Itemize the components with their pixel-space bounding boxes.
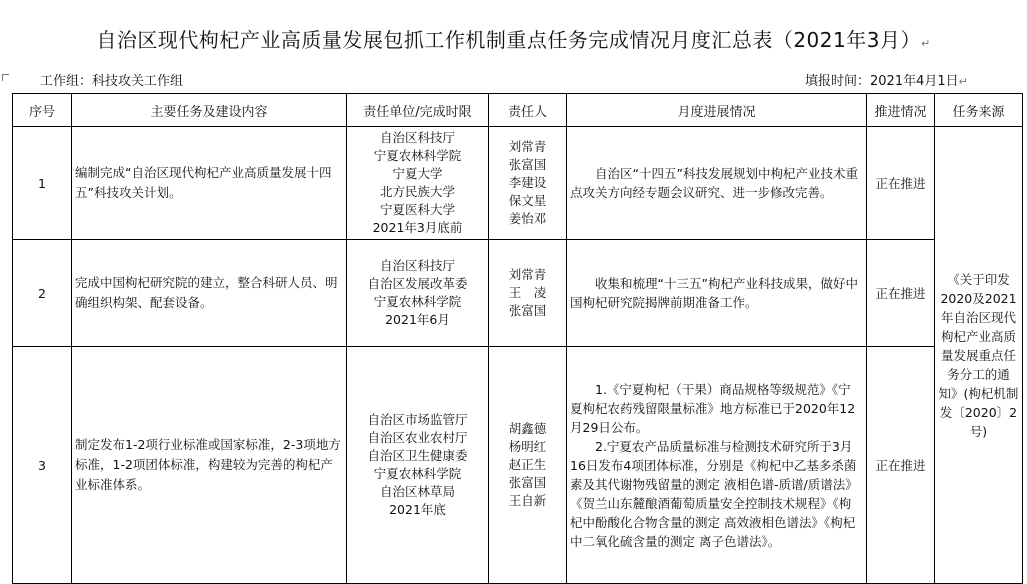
responsible-unit: 自治区科技厅 自治区发展改革委 宁夏农林科学院 2021年6月 — [347, 240, 489, 347]
table-row — [13, 127, 1023, 240]
task-source: 《关于印发2020及2021年自治区现代枸杞产业高质量发展重点任务分工的通知》(枸杞机制发〔2020〕2号) — [935, 127, 1023, 584]
header-task: 主要任务及建设内容 — [72, 94, 347, 127]
header-no: 序号 — [13, 94, 72, 127]
responsible-person: 刘常青 王 凌 张富国 — [489, 240, 567, 347]
monthly-progress: 1.《宁夏枸杞（干果）商品规格等级规范》《宁夏枸杞农药残留限量标准》地方标准已于2020年12月29日公布。 2.宁夏农产品质量标准与检测技术研究所于3月16日发布4项团体标准，分别是《枸杞中乙基多杀菌素及其代谢物残留量的测定 液相色谱-质谱/质谱法》《贺兰山东麓酿酒葡萄质量安全控制技术规程》《枸杞中酚酸化合物含量的测定 高效液相色谱法》《枸杞中二氧化硫含量的测定 离子色谱法》。 — [567, 347, 867, 584]
row-number: 3 — [13, 347, 72, 584]
margin-corner-mark — [2, 74, 9, 81]
task-content: 制定发布1-2项行业标准或国家标准，2-3项地方标准，1-2项团体标准，构建较为完善的枸杞产业标准体系。 — [72, 347, 347, 584]
table-row — [13, 240, 1023, 347]
table-header-row — [13, 94, 1023, 127]
responsible-person: 胡鑫德 杨明红 赵正生 张富国 王自新 — [489, 347, 567, 584]
row-number: 1 — [13, 127, 72, 240]
table-row — [13, 347, 1023, 584]
header-source: 任务来源 — [935, 94, 1023, 127]
responsible-unit: 自治区科技厅 宁夏农林科学院 宁夏大学 北方民族大学 宁夏医科大学 2021年3月底前 — [347, 127, 489, 240]
responsible-person: 刘常青 张富国 李建设 保文星 姜怡邓 — [489, 127, 567, 240]
status-cell: 正在推进 — [867, 240, 935, 347]
monthly-progress: 收集和梳理“十三五”枸杞产业科技成果，做好中国枸杞研究院揭牌前期准备工作。 — [567, 240, 867, 347]
header-person: 责任人 — [489, 94, 567, 127]
work-group-label: 工作组：科技攻关工作组 — [40, 74, 184, 89]
status-cell: 正在推进 — [867, 347, 935, 584]
header-unit: 责任单位/完成时限 — [347, 94, 489, 127]
page-title: 自治区现代枸杞产业高质量发展包抓工作机制重点任务完成情况月度汇总表（2021年3月）↵ — [96, 28, 931, 52]
task-content: 完成中国枸杞研究院的建立，整合科研人员、明确组织构架、配套设备。 — [72, 240, 347, 347]
header-progress: 月度进展情况 — [567, 94, 867, 127]
header-status: 推进情况 — [867, 94, 935, 127]
monthly-progress: 自治区“十四五”科技发展规划中枸杞产业技术重点攻关方向经专题会议研究、进一步修改完善。 — [567, 127, 867, 240]
responsible-unit: 自治区市场监管厅 自治区农业农村厅 自治区卫生健康委 宁夏农林科学院 自治区林草局 2021年底 — [347, 347, 489, 584]
status-cell: 正在推进 — [867, 127, 935, 240]
task-content: 编制完成“自治区现代枸杞产业高质量发展十四五”科技攻关计划。 — [72, 127, 347, 240]
summary-table — [12, 93, 1023, 584]
report-time-label: 填报时间：2021年4月1日↵ — [805, 74, 968, 89]
row-number: 2 — [13, 240, 72, 347]
